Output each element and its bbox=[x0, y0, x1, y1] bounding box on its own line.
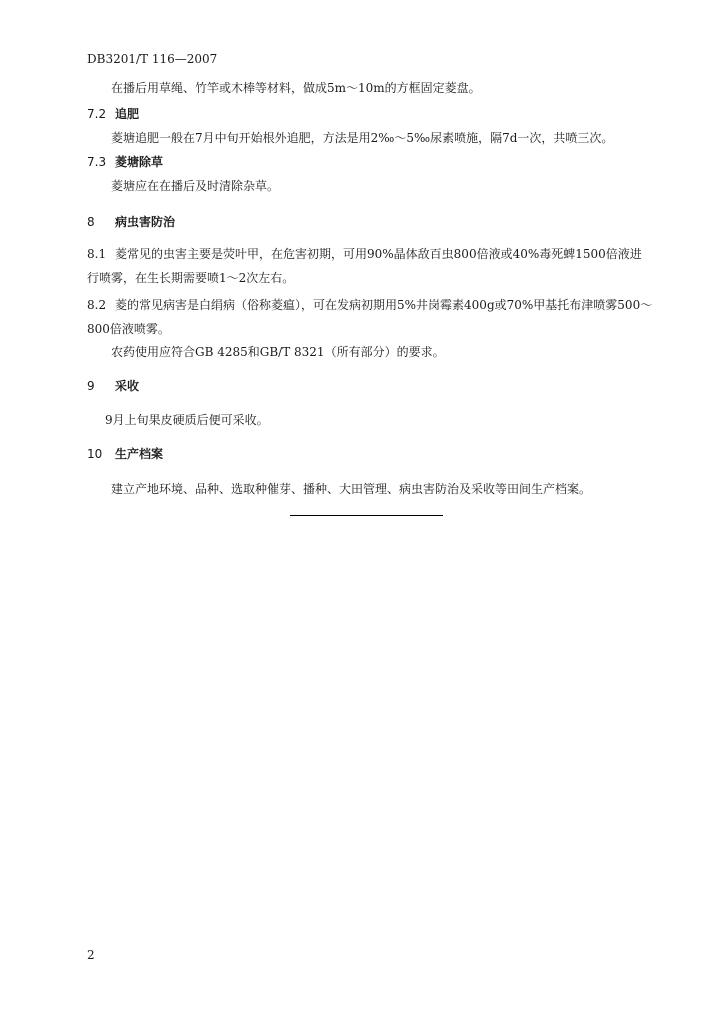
heading-title: 追肥 bbox=[115, 107, 140, 121]
paragraph-7-2: 菱塘追肥一般在7月中旬开始根外追肥，方法是用2‰～5‰尿素喷施，隔7d一次，共喷三次。 bbox=[111, 131, 614, 145]
paragraph-10: 建立产地环境、品种、选取种催芽、播种、大田管理、病虫害防治及采收等田间生产档案。 bbox=[111, 482, 592, 496]
end-rule bbox=[290, 515, 443, 516]
paragraph-8-2-line1 bbox=[87, 293, 664, 317]
clause-text: 菱的常见病害是白绢病（俗称菱瘟），可在发病初期用5%井岗霉素400g或70%甲基托布津喷雾500～ bbox=[115, 298, 653, 312]
paragraph-pesticide-rule: 农药使用应符合GB 4285和GB/T 8321（所有部分）的要求。 bbox=[111, 345, 445, 359]
clause-text: 菱常见的虫害主要是荧叶甲，在危害初期，可用90%晶体敌百虫800倍液或40%毒死蜱1500倍液进 bbox=[115, 247, 642, 261]
heading-title: 生产档案 bbox=[115, 447, 164, 461]
heading-7-3 bbox=[87, 150, 664, 174]
paragraph-8-2 bbox=[87, 293, 664, 341]
paragraph-8-2-line2: 800倍液喷雾。 bbox=[87, 322, 170, 336]
heading-number: 8 bbox=[87, 215, 95, 229]
document-id-header: DB3201/T 116—2007 bbox=[87, 52, 218, 66]
heading-7-2 bbox=[87, 102, 664, 126]
page-number: 2 bbox=[87, 948, 95, 962]
heading-number: 10 bbox=[87, 447, 103, 461]
heading-title: 采收 bbox=[115, 379, 140, 393]
clause-number: 8.1 bbox=[87, 247, 107, 261]
paragraph-8-1-line2: 行喷雾，在生长期需要喷1～2次左右。 bbox=[87, 271, 295, 285]
paragraph-8-1 bbox=[87, 242, 664, 290]
heading-number: 7.2 bbox=[87, 107, 107, 121]
heading-10 bbox=[87, 442, 664, 466]
paragraph-7-3: 菱塘应在在播后及时清除杂草。 bbox=[111, 179, 280, 193]
heading-8 bbox=[87, 210, 664, 234]
heading-title: 菱塘除草 bbox=[115, 155, 164, 169]
clause-number: 8.2 bbox=[87, 298, 107, 312]
paragraph-7-1-continued: 在播后用草绳、竹竿或木棒等材料，做成5m～10m的方框固定菱盘。 bbox=[111, 81, 481, 95]
heading-9 bbox=[87, 374, 664, 398]
paragraph-8-1-line1 bbox=[87, 242, 664, 266]
heading-number: 7.3 bbox=[87, 155, 107, 169]
heading-title: 病虫害防治 bbox=[115, 215, 176, 229]
heading-number: 9 bbox=[87, 379, 95, 393]
paragraph-9: 9月上旬果皮硬质后便可采收。 bbox=[105, 413, 269, 427]
